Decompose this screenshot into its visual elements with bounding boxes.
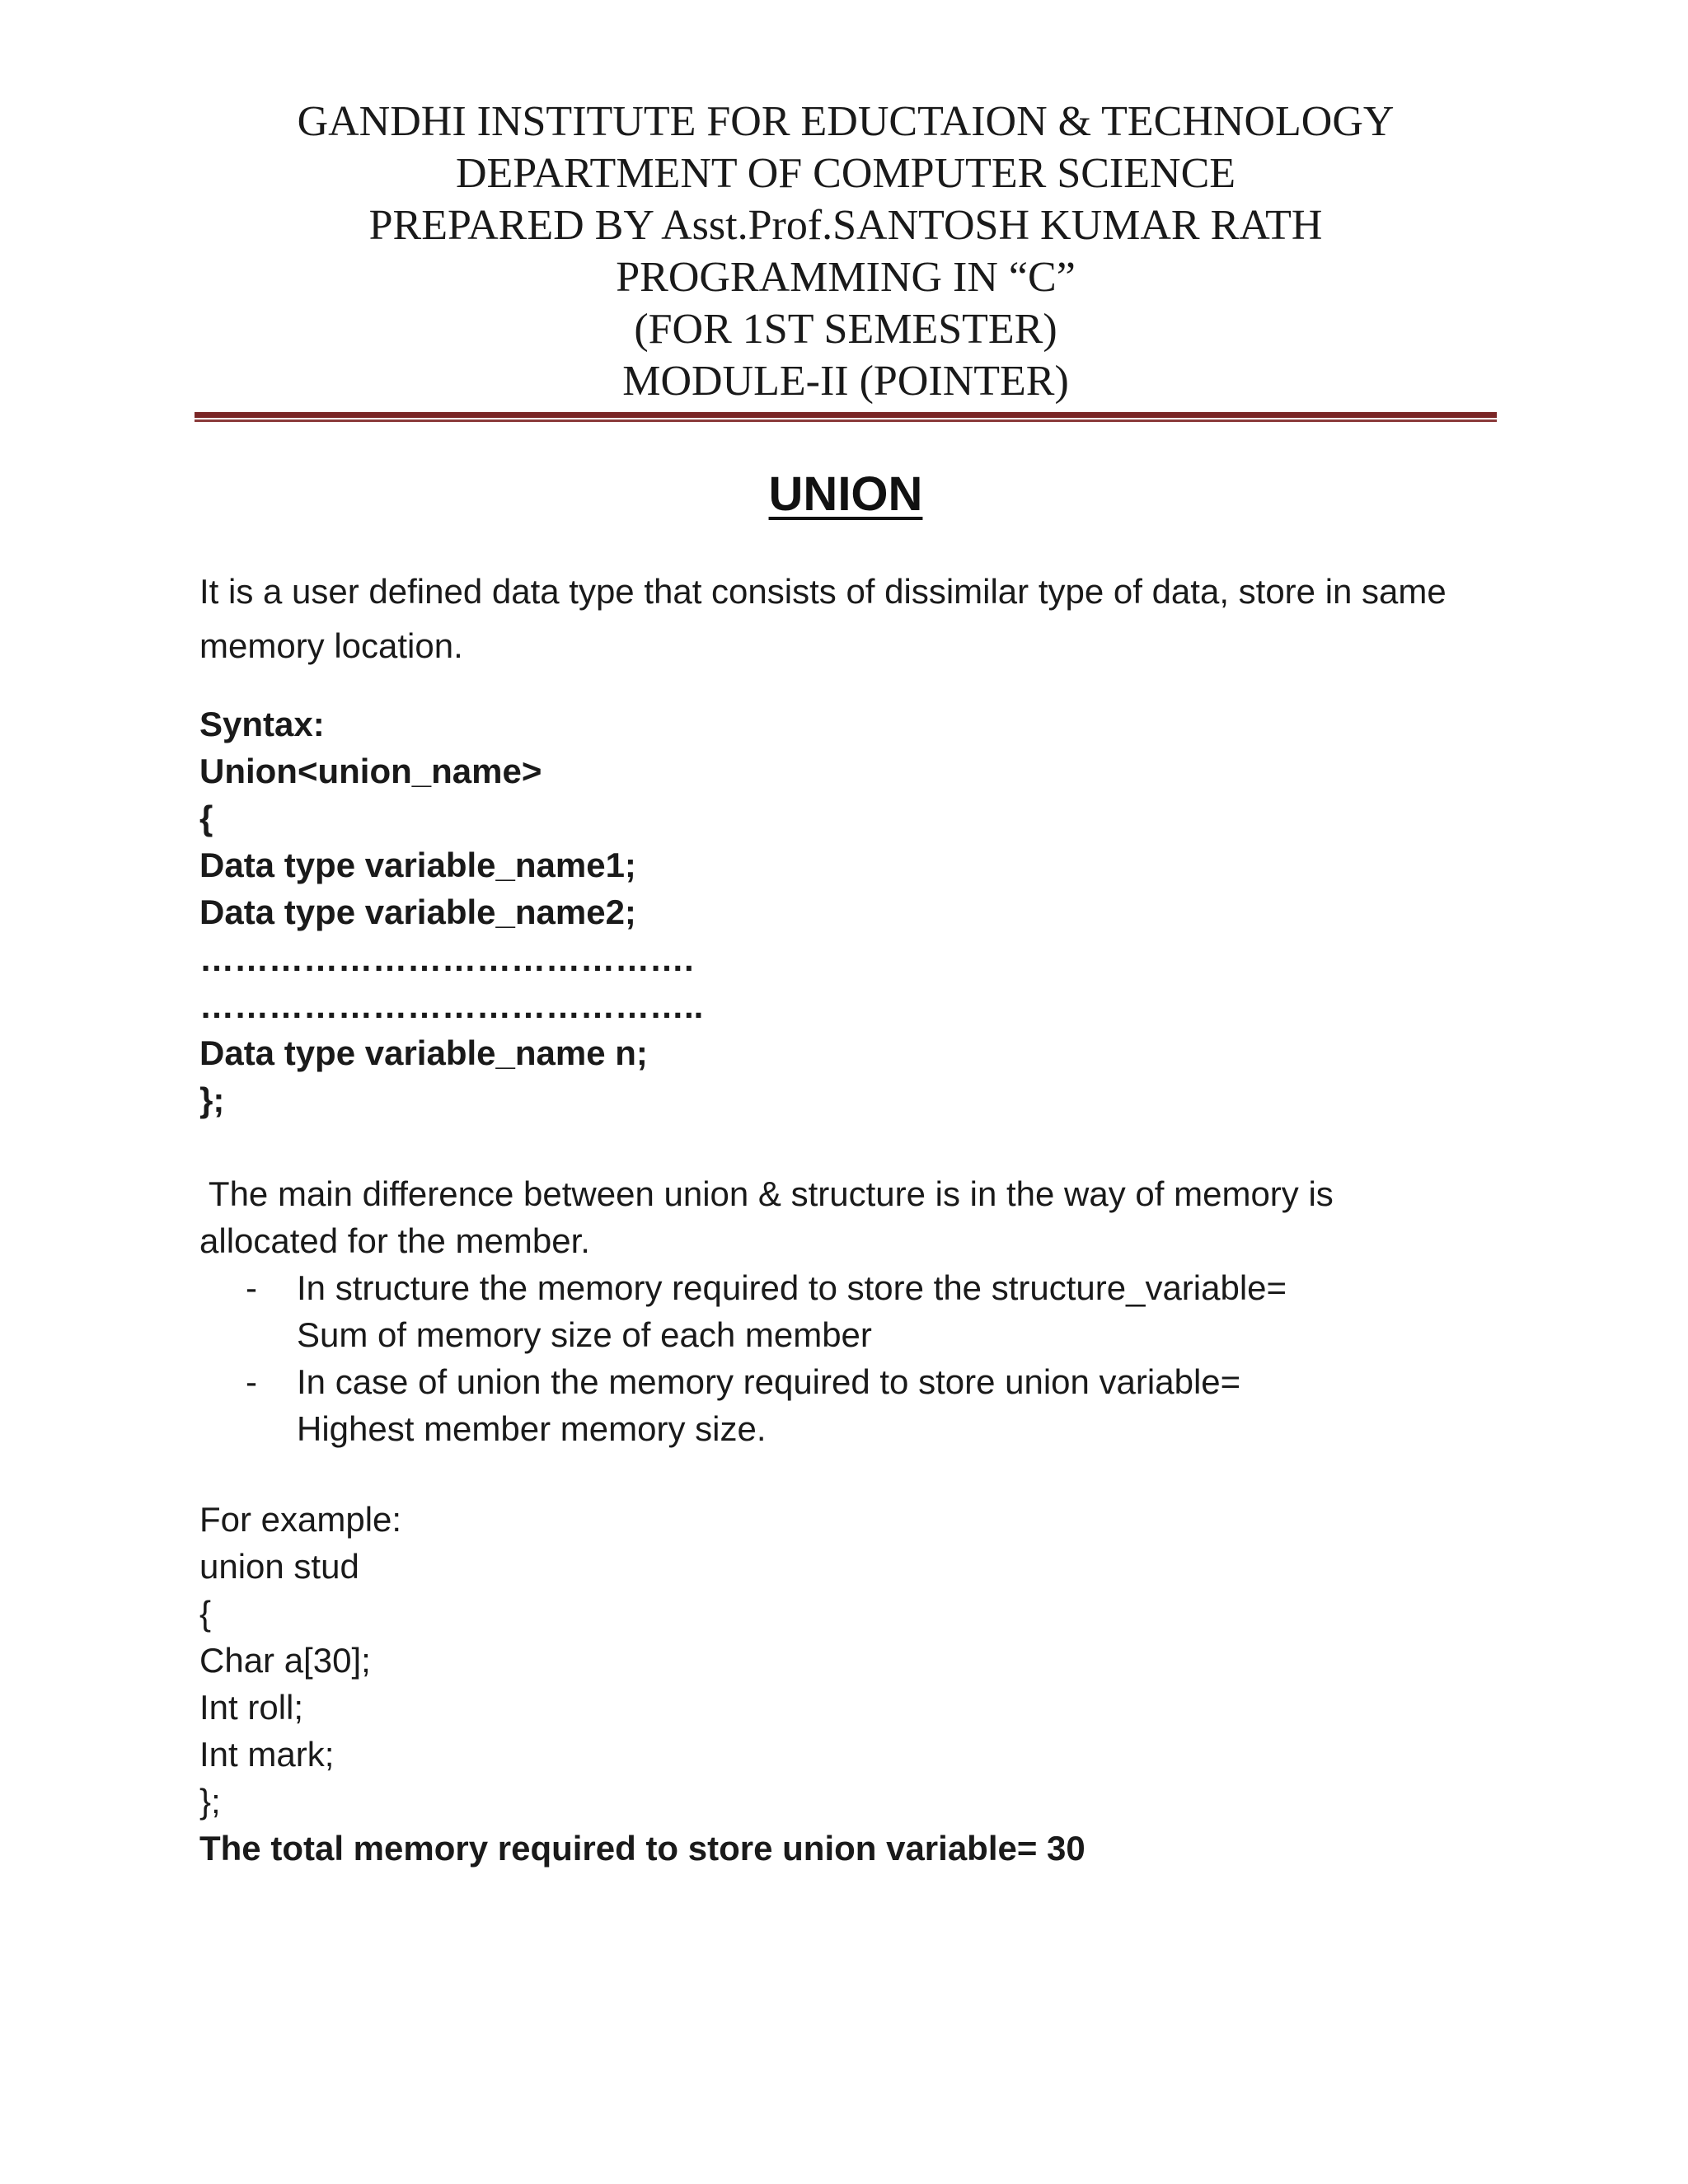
syntax-line: Union<union_name> <box>199 752 542 790</box>
prepared-by: PREPARED BY Asst.Prof.SANTOSH KUMAR RATH <box>368 202 1323 249</box>
syntax-line: }; <box>199 1080 225 1119</box>
bullet-line: In case of union the memory required to store union variable= <box>297 1362 1241 1401</box>
union-definition <box>199 565 1502 673</box>
example-code-line: Int roll; <box>199 1688 304 1727</box>
example-block <box>199 1496 1502 1872</box>
bullet-line: Highest member memory size. <box>297 1409 767 1448</box>
example-code-line: { <box>199 1594 212 1633</box>
difference-lead-line-1: The main difference between union & structure is in the way of memory is <box>199 1174 1334 1213</box>
definition-line-1: It is a user defined data type that consists of dissimilar type of data, store in same <box>199 572 1447 611</box>
bullet-dash: - <box>246 1362 257 1401</box>
syntax-block <box>199 701 1502 1123</box>
section-title-text: UNION <box>768 467 923 521</box>
example-code-line: }; <box>199 1782 221 1821</box>
bullet-union <box>199 1358 1502 1452</box>
syntax-line: Data type variable_name n; <box>199 1033 648 1072</box>
syntax-line: { <box>199 799 213 837</box>
bullet-dash: - <box>246 1268 257 1307</box>
section-title <box>195 466 1497 523</box>
department-name: DEPARTMENT OF COMPUTER SCIENCE <box>455 150 1236 197</box>
document-header <box>195 96 1497 407</box>
total-memory-statement: The total memory required to store union variable= 30 <box>199 1829 1085 1868</box>
example-label: For example: <box>199 1500 402 1539</box>
example-code-line: Char a[30]; <box>199 1641 371 1680</box>
divider-thick-line <box>195 412 1497 418</box>
syntax-label: Syntax: <box>199 705 325 743</box>
syntax-line: Data type variable_name2; <box>199 893 636 931</box>
definition-line-2: memory location. <box>199 626 463 665</box>
bullet-line: In structure the memory required to store the structure_variable= <box>297 1268 1287 1307</box>
course-name: PROGRAMMING IN “C” <box>616 254 1076 301</box>
difference-section <box>199 1170 1502 1452</box>
syntax-line: …………………………………….. <box>199 987 704 1025</box>
difference-lead-line-2: allocated for the member. <box>199 1221 590 1260</box>
semester: (FOR 1ST SEMESTER) <box>634 306 1057 353</box>
bullet-structure <box>199 1264 1502 1358</box>
example-code-line: union stud <box>199 1547 359 1586</box>
example-code-line: Int mark; <box>199 1735 335 1774</box>
syntax-line: Data type variable_name1; <box>199 846 636 884</box>
institute-name: GANDHI INSTITUTE FOR EDUCTAION & TECHNOLOGY <box>297 98 1395 145</box>
divider-thin-line <box>195 419 1497 422</box>
header-divider <box>195 412 1497 422</box>
syntax-line: ……………………………………. <box>199 940 694 978</box>
module-name: MODULE-II (POINTER) <box>622 358 1069 405</box>
bullet-line: Sum of memory size of each member <box>297 1315 872 1354</box>
